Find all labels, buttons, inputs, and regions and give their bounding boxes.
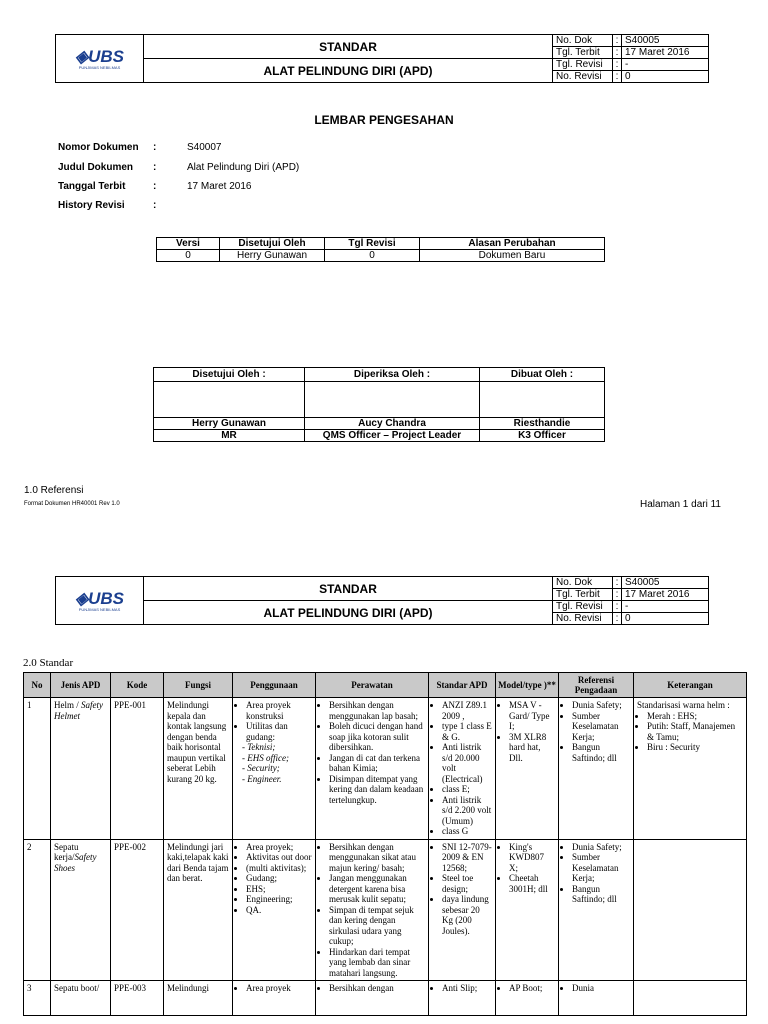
- ppe-procurement: [559, 698, 634, 840]
- diamond-icon: ◈: [75, 46, 89, 66]
- ppe-usage: [233, 698, 316, 840]
- procurement-list: [562, 983, 630, 994]
- doc-header: ◈UBS PUNJIMAS NEBILMAS STANDAR No. Dok : S40005 Tgl. Terbit : 17 Maret 2016 ALAT PELINDUNG DIRI (APD) Tgl. Revisi : - No. Revisi : 0: [55, 576, 709, 625]
- ppe-type: [51, 698, 111, 840]
- standard-item: • Anti Slip;: [442, 983, 492, 994]
- section-heading: 2.0 Standar: [23, 657, 74, 669]
- table-header: No Jenis APD Kode Fungsi Penggunaan Perawatan Standar APD Model/type )** Referensi Pengadaan Keterangan: [24, 673, 747, 698]
- standard-item: • Steel toe design;: [442, 873, 492, 894]
- doc-header: ◈UBS PUNJIMAS NEBILMAS STANDAR No. Dok : S40005 Tgl. Terbit : 17 Maret 2016 ALAT PELINDUNG DIRI (APD) Tgl. Revisi : - No. Revisi : 0: [55, 34, 709, 83]
- notes-list: [637, 711, 743, 753]
- usage-item: • (multi aktivitas);: [246, 863, 312, 874]
- notes-intro: Standarisasi warna helm :: [637, 700, 730, 710]
- ppe-code: PPE-001: [111, 698, 164, 840]
- ppe-standard: [429, 981, 496, 1016]
- procurement-item: • Sumber Keselamatan Kerja;: [572, 711, 630, 743]
- ppe-standard: [429, 839, 496, 981]
- table-row: [24, 981, 747, 1016]
- doc-title: STANDAR: [144, 577, 553, 601]
- standard-item: • SNI 12-7079-2009 & EN 12568;: [442, 842, 492, 874]
- ppe-model: [496, 981, 559, 1016]
- procurement-item: • Dunia Safety;: [572, 700, 630, 711]
- procurement-item: • Bangun Saftindo; dll: [572, 884, 630, 905]
- ppe-maintenance: [316, 981, 429, 1016]
- company-logo: ◈UBS PUNJIMAS NEBILMAS: [56, 35, 144, 83]
- ppe-type-local: Helm /: [54, 700, 81, 710]
- procurement-item: • Dunia: [572, 983, 630, 994]
- name-row: Herry Gunawan Aucy Chandra Riesthandie: [154, 418, 605, 430]
- ppe-function: Melindungi: [164, 981, 233, 1016]
- signature-row: [154, 382, 605, 418]
- standard-table: [23, 672, 747, 1016]
- ppe-notes: [634, 839, 747, 981]
- usage-subitem: - Teknisi;: [242, 742, 276, 752]
- ppe-procurement: [559, 839, 634, 981]
- maintenance-item: • Bersihkan dengan menggunakan sikat atau majun kering/ basah;: [329, 842, 425, 874]
- procurement-item: • Sumber Keselamatan Kerja;: [572, 852, 630, 884]
- ppe-code: PPE-002: [111, 839, 164, 981]
- model-list: [499, 842, 555, 895]
- maintenance-item: • Disimpan ditempat yang kering dan dalam keadaan tertelungkup.: [329, 774, 425, 806]
- model-list: [499, 700, 555, 763]
- table-row: [24, 698, 747, 840]
- standard-item: • daya lindung sebesar 20 Kg (200 Joules).: [442, 894, 492, 936]
- revision-table: Versi Disetujui Oleh Tgl Revisi Alasan Perubahan 0 Herry Gunawan 0 Dokumen Baru: [156, 237, 605, 262]
- diamond-icon: ◈: [75, 588, 89, 608]
- ppe-function: Melindungi jari kaki,telapak kaki dari Benda tajam dan berat.: [164, 839, 233, 981]
- usage-list: [236, 842, 312, 916]
- maintenance-list: [319, 700, 425, 805]
- doc-subtitle: ALAT PELINDUNG DIRI (APD): [144, 601, 553, 625]
- table-row: 0 Herry Gunawan 0 Dokumen Baru: [157, 250, 605, 262]
- maintenance-item: • Jangan di cat dan terkena bahan Kimia;: [329, 753, 425, 774]
- ppe-type-local: Sepatu kerja/: [54, 841, 79, 862]
- notes-item: • Biru : Security: [647, 742, 743, 753]
- row-number: 3: [24, 981, 51, 1016]
- page-number: Halaman 1 dari 11: [640, 499, 721, 510]
- usage-item: • Engineering;: [246, 894, 312, 905]
- format-label: Format Dokumen HR40001 Rev 1.0: [24, 501, 120, 507]
- usage-item: • EHS;: [246, 884, 312, 895]
- maintenance-item: • Bersihkan dengan: [329, 983, 425, 994]
- model-item: • 3M XLR8 hard hat, Dll.: [509, 732, 555, 764]
- ppe-type: [51, 981, 111, 1016]
- usage-item: • Area proyek: [246, 983, 312, 994]
- ppe-type: [51, 839, 111, 981]
- procurement-list: [562, 842, 630, 905]
- maintenance-item: • Simpan di tempat sejuk dan kering dengan sirkulasi udara yang cukup;: [329, 905, 425, 947]
- usage-item: • Area proyek;: [246, 842, 312, 853]
- standard-item: • ANZI Z89.1 2009 ,: [442, 700, 492, 721]
- ppe-model: [496, 839, 559, 981]
- notes-item: • Merah : EHS;: [647, 711, 743, 722]
- ppe-model: [496, 698, 559, 840]
- maintenance-item: • Boleh dicuci dengan hand soap jika kotoran sulit dibersihkan.: [329, 721, 425, 753]
- maintenance-list: [319, 983, 425, 994]
- section-title: LEMBAR PENGESAHAN: [314, 113, 454, 127]
- ppe-notes: [634, 981, 747, 1016]
- ppe-type-english: Safety Helmet: [54, 700, 103, 721]
- maintenance-item: • Bersihkan dengan menggunakan lap basah;: [329, 700, 425, 721]
- usage-item: • Area proyek konstruksi: [246, 700, 312, 721]
- usage-list: [236, 700, 312, 784]
- ppe-usage: [233, 981, 316, 1016]
- notes-item: • Putih: Staff, Manajemen & Tamu;: [647, 721, 743, 742]
- usage-subitem: - Engineer.: [242, 773, 282, 784]
- model-item: • King's KWD807 X;: [509, 842, 555, 874]
- maintenance-item: • Hindarkan dari tempat yang lembab dan sinar matahari langsung.: [329, 947, 425, 979]
- usage-item: • QA.: [246, 905, 312, 916]
- row-number: 2: [24, 839, 51, 981]
- doc-subtitle: ALAT PELINDUNG DIRI (APD): [144, 59, 553, 83]
- standard-item: • class G: [442, 826, 492, 837]
- ppe-type-english: Safety Shoes: [54, 852, 97, 873]
- model-item: • MSA V - Gard/ Type I;: [509, 700, 555, 732]
- standard-list: [432, 983, 492, 994]
- standard-list: [432, 700, 492, 837]
- ppe-procurement: [559, 981, 634, 1016]
- model-item: • Cheetah 3001H; dll: [509, 873, 555, 894]
- model-list: [499, 983, 555, 994]
- usage-item: • Utilitas dan gudang:: [246, 721, 312, 742]
- standard-item: • Anti listrik s/d 2.200 volt (Umum): [442, 795, 492, 827]
- usage-list: [236, 983, 312, 994]
- standard-item: • class E;: [442, 784, 492, 795]
- approval-table: Disetujui Oleh : Diperiksa Oleh : Dibuat Oleh : Herry Gunawan Aucy Chandra Riesthandie MR QMS Officer – Project Leader K3 Officer: [153, 367, 605, 442]
- standard-item: • type 1 class E & G.: [442, 721, 492, 742]
- ppe-standard: [429, 698, 496, 840]
- usage-subitem: - Security;: [242, 763, 280, 773]
- ppe-maintenance: [316, 698, 429, 840]
- procurement-item: • Dunia Safety;: [572, 842, 630, 853]
- maintenance-item: • Jangan menggunakan detergent karena bisa merusak kulit sepatu;: [329, 873, 425, 905]
- role-row: MR QMS Officer – Project Leader K3 Officer: [154, 430, 605, 442]
- ppe-code: PPE-003: [111, 981, 164, 1016]
- row-number: 1: [24, 698, 51, 840]
- ppe-function: Melindungi kepala dan kontak langsung dengan benda baik horisontal maupun vertikal seberat Lebih kurang 20 kg.: [164, 698, 233, 840]
- company-logo: ◈UBS PUNJIMAS NEBILMAS: [56, 577, 144, 625]
- model-item: • AP Boot;: [509, 983, 555, 994]
- usage-item: • Aktivitas out door: [246, 852, 312, 863]
- procurement-item: • Bangun Saftindo; dll: [572, 742, 630, 763]
- usage-item: • Gudang;: [246, 873, 312, 884]
- standard-item: • Anti listrik s/d 20.000 volt (Electrical): [442, 742, 492, 784]
- ppe-type-local: Sepatu boot/: [54, 983, 100, 993]
- usage-subitem: - EHS office;: [242, 752, 289, 763]
- table-row: [24, 839, 747, 981]
- ppe-maintenance: [316, 839, 429, 981]
- maintenance-list: [319, 842, 425, 979]
- reference-heading: 1.0 Referensi: [24, 485, 84, 496]
- standard-list: [432, 842, 492, 937]
- procurement-list: [562, 700, 630, 763]
- doc-title: STANDAR: [144, 35, 553, 59]
- ppe-usage: [233, 839, 316, 981]
- ppe-notes: [634, 698, 747, 840]
